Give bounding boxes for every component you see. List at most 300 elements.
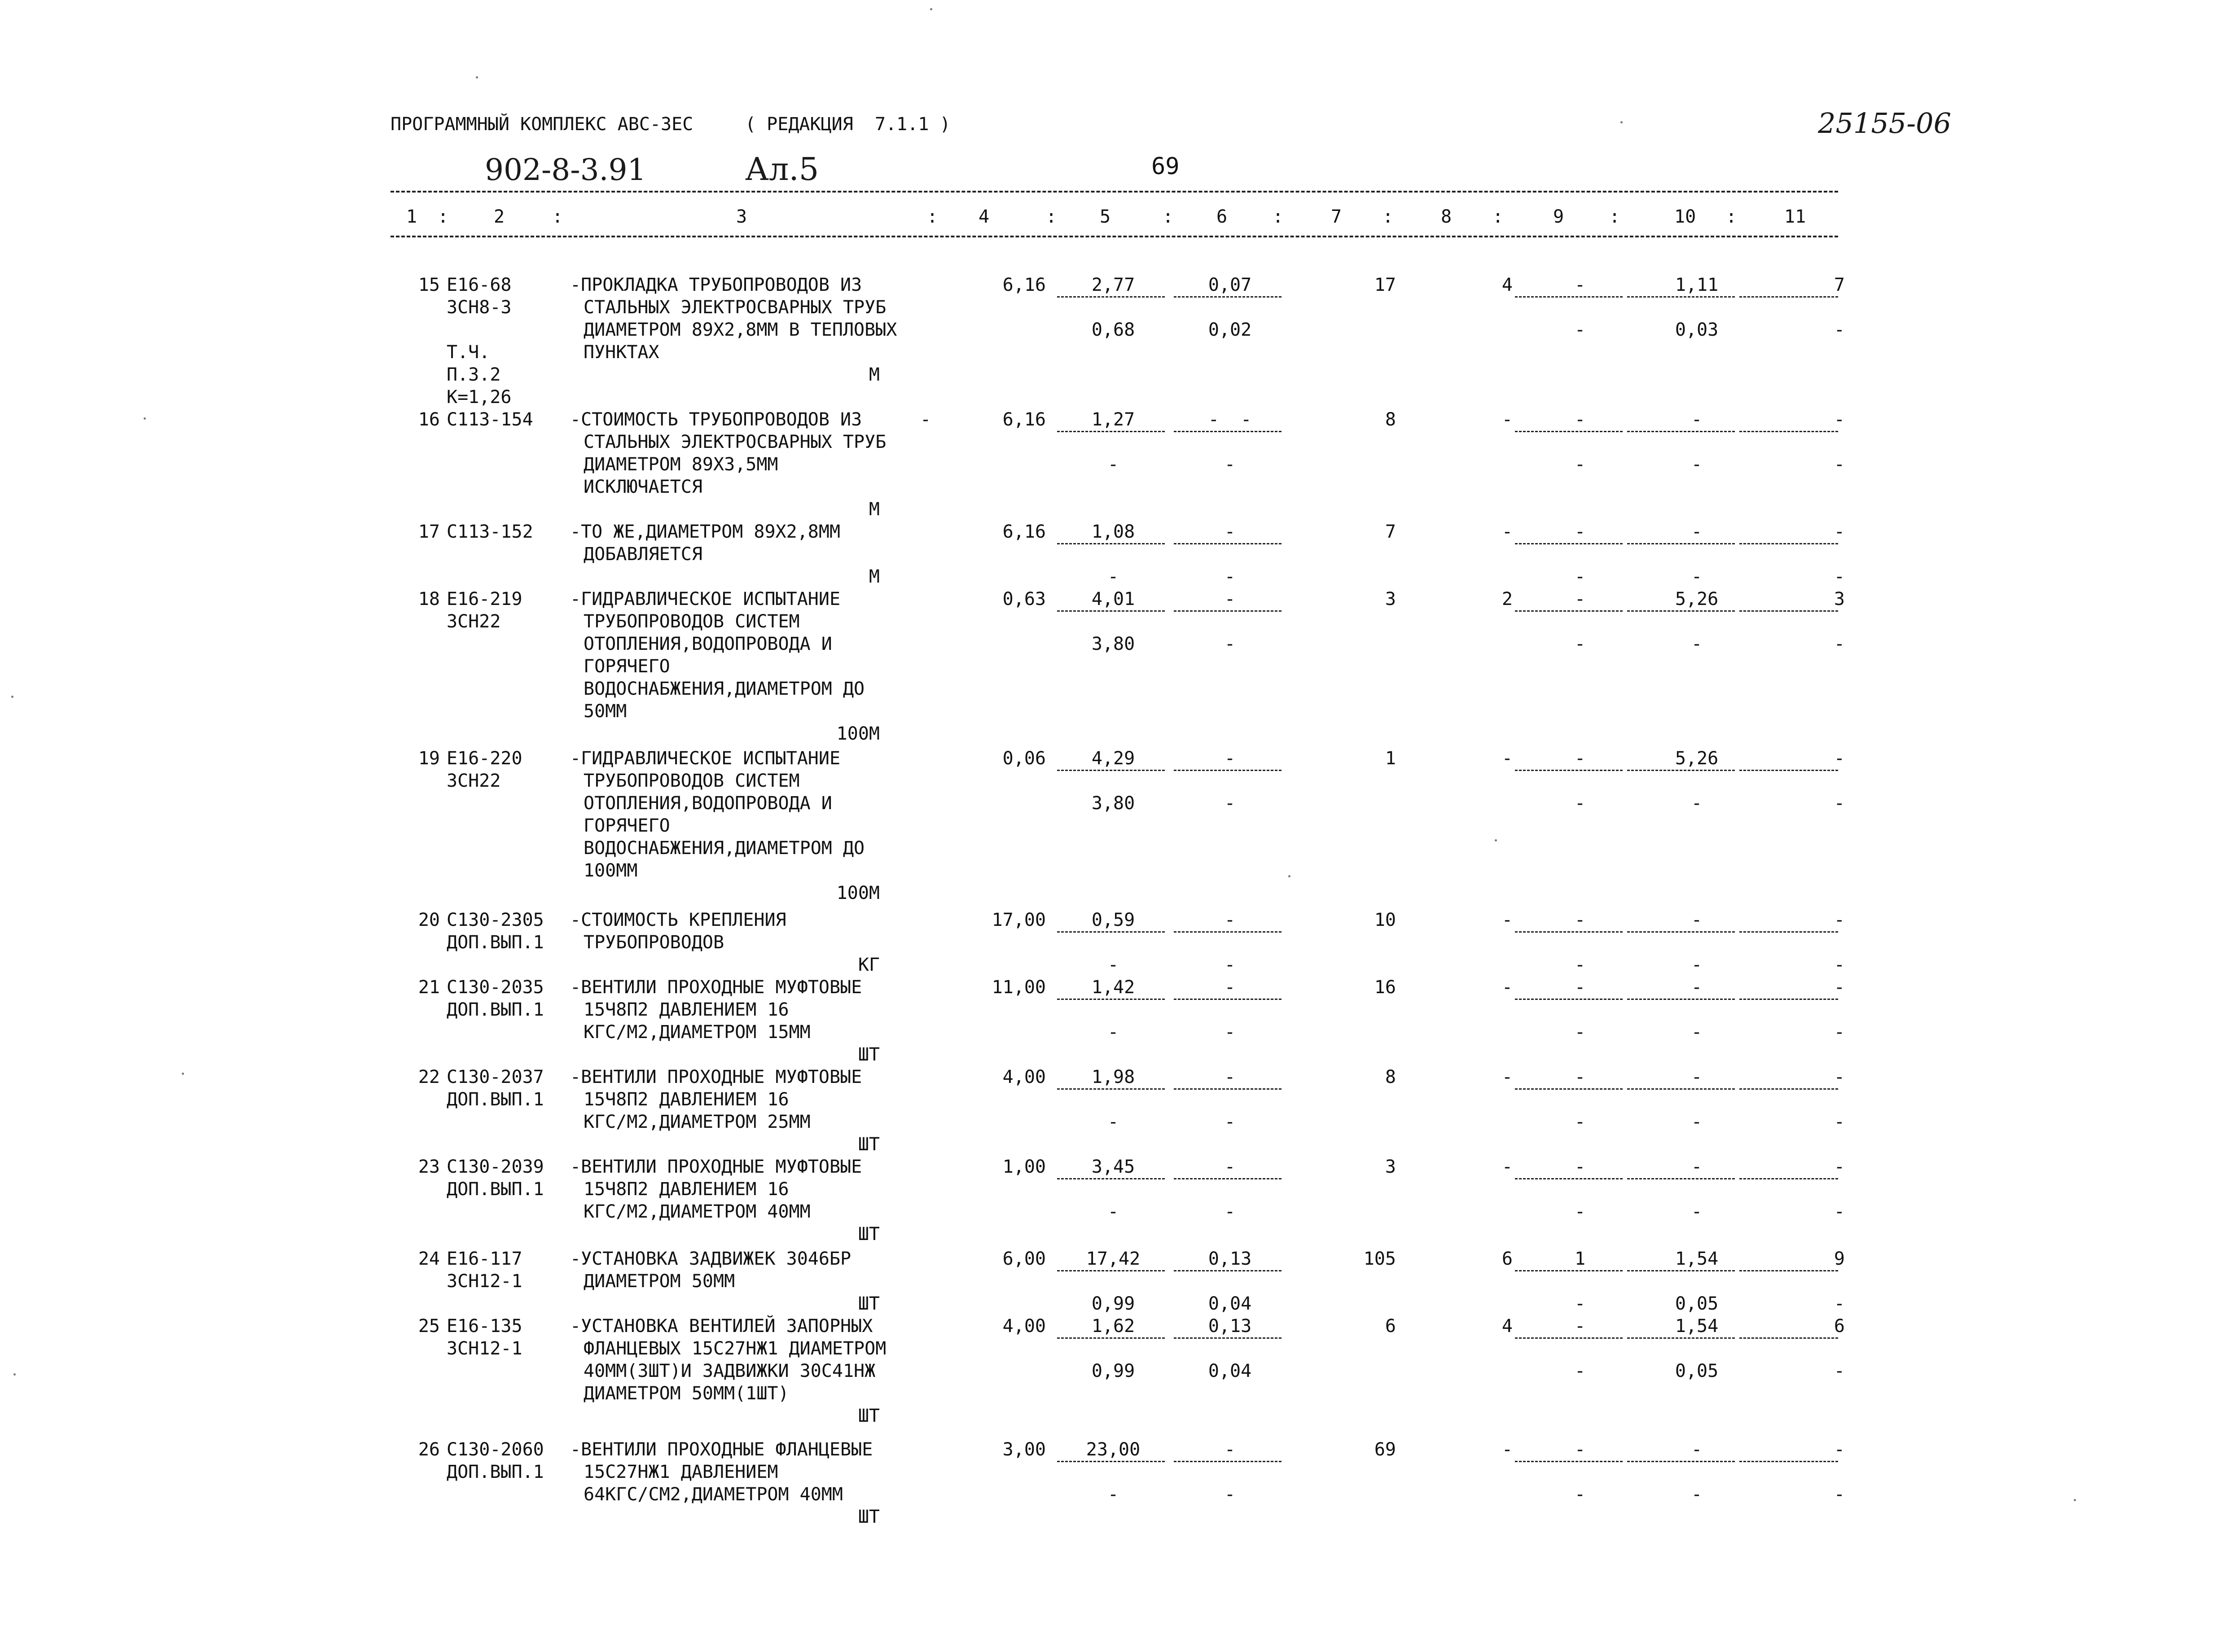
cell-col6-sub: 0,04 xyxy=(1208,1293,1252,1314)
cell-col6-sub: - xyxy=(1224,1112,1236,1132)
cell-col9-sub: - xyxy=(1574,566,1586,587)
column-separator: : xyxy=(1046,206,1057,227)
cell-col9: - xyxy=(1574,1439,1586,1460)
cell-col11: 3 xyxy=(1834,589,1845,609)
cell-divider xyxy=(1627,999,1735,1000)
cell-divider xyxy=(1739,296,1838,298)
cell-col6: - xyxy=(1224,1439,1236,1460)
cell-col5: 1,98 xyxy=(1091,1067,1135,1087)
cell-divider xyxy=(1627,1270,1735,1271)
row-description: ДОБАВЛЯЕТСЯ xyxy=(584,544,702,565)
cell-divider xyxy=(1627,431,1735,432)
row-description: ГОРЯЧЕГО xyxy=(584,815,670,836)
row-description: 64КГС/СМ2,ДИАМЕТРОМ 40ММ xyxy=(584,1484,843,1505)
row-description: -УСТАНОВКА ЗАДВИЖЕК 3046БР xyxy=(570,1249,851,1269)
row-description: -ТО ЖЕ,ДИАМЕТРОМ 89Х2,8ММ xyxy=(570,521,841,542)
cell-col5: 2,77 xyxy=(1091,275,1135,295)
project-number: 902-8-3.91 xyxy=(485,153,646,187)
row-number: 26 xyxy=(418,1439,440,1460)
row-description: -СТОИМОСТЬ КРЕПЛЕНИЯ xyxy=(570,910,786,930)
cell-col6-sub: - xyxy=(1224,955,1236,975)
cell-col10: 1,11 xyxy=(1675,275,1719,295)
cell-col9: - xyxy=(1574,589,1586,609)
cell-col4: 6,16 xyxy=(1002,275,1046,295)
cell-divider xyxy=(1627,770,1735,771)
cell-divider xyxy=(1057,770,1165,771)
cell-divider xyxy=(1739,931,1838,933)
column-header-3: 3 xyxy=(736,206,747,227)
row-code: С130-2035 xyxy=(447,977,544,998)
cell-col7: 8 xyxy=(1385,1067,1396,1087)
cell-divider xyxy=(1627,1178,1735,1179)
row-description: -ВЕНТИЛИ ПРОХОДНЫЕ МУФТОВЫЕ xyxy=(570,977,862,998)
cell-col8: - xyxy=(1501,1067,1513,1087)
cell-divider xyxy=(1057,543,1165,544)
cell-col5-sub: 0,99 xyxy=(1091,1361,1135,1381)
cell-col4: 4,00 xyxy=(1002,1316,1046,1336)
cell-col10-sub: - xyxy=(1691,1112,1703,1132)
cell-col10-sub: - xyxy=(1691,955,1703,975)
cell-divider xyxy=(1174,999,1282,1000)
cell-col6: - xyxy=(1224,748,1236,769)
cell-divider xyxy=(1174,1461,1282,1462)
cell-divider xyxy=(1627,296,1735,298)
cell-divider xyxy=(1515,1337,1623,1339)
cell-col10-sub: - xyxy=(1691,454,1703,475)
cell-divider xyxy=(1515,770,1623,771)
cell-col5: 1,27 xyxy=(1091,409,1135,430)
cell-col10: - xyxy=(1691,521,1703,542)
cell-col9-sub: - xyxy=(1574,1361,1586,1381)
cell-divider xyxy=(1174,610,1282,612)
row-code: 3СН12-1 xyxy=(447,1271,522,1292)
cell-divider xyxy=(1057,1088,1165,1090)
cell-divider xyxy=(1174,931,1282,933)
cell-col9-sub: - xyxy=(1574,634,1586,654)
column-separator: : xyxy=(1163,206,1174,227)
cell-col6-sub: 0,02 xyxy=(1208,320,1252,340)
scan-speck xyxy=(476,76,478,79)
cell-col5-sub: - xyxy=(1107,454,1119,475)
cell-divider xyxy=(1627,610,1735,612)
cell-divider xyxy=(1515,431,1623,432)
page-number: 69 xyxy=(1151,153,1180,180)
cell-col11-sub: - xyxy=(1834,1112,1845,1132)
row-description: -ВЕНТИЛИ ПРОХОДНЫЕ МУФТОВЫЕ xyxy=(570,1067,862,1087)
row-code: ДОП.ВЫП.1 xyxy=(447,1179,544,1200)
cell-divider xyxy=(1515,1178,1623,1179)
row-unit: ШТ xyxy=(858,1134,880,1155)
row-code: ДОП.ВЫП.1 xyxy=(447,932,544,953)
cell-divider xyxy=(1739,1337,1838,1339)
cell-col6-sub: - xyxy=(1224,634,1236,654)
cell-col6: 0,13 xyxy=(1208,1316,1252,1336)
column-separator: : xyxy=(1492,206,1504,227)
scan-speck xyxy=(1495,839,1497,841)
cell-divider xyxy=(1515,1088,1623,1090)
row-code: Е16-117 xyxy=(447,1249,522,1269)
row-description: 100ММ xyxy=(584,860,638,881)
cell-col6-sub: - xyxy=(1224,454,1236,475)
cell-col11-sub: - xyxy=(1834,1022,1845,1043)
row-code: 3СН8-3 xyxy=(447,297,512,318)
cell-col10-sub: - xyxy=(1691,1022,1703,1043)
cell-divider xyxy=(1739,1270,1838,1271)
cell-col5-sub: - xyxy=(1107,1112,1119,1132)
row-description: СТАЛЬНЫХ ЭЛЕКТРОСВАРНЫХ ТРУБ xyxy=(584,432,887,452)
cell-col5-sub: 0,99 xyxy=(1091,1293,1135,1314)
cell-col5: 3,45 xyxy=(1091,1157,1135,1177)
cell-col5-sub: - xyxy=(1107,1201,1119,1222)
row-code: Т.Ч. xyxy=(447,342,490,363)
cell-col8: - xyxy=(1501,748,1513,769)
row-description: -СТОИМОСТЬ ТРУБОПРОВОДОВ ИЗ xyxy=(570,409,862,430)
cell-col4: 1,00 xyxy=(1002,1157,1046,1177)
row-code: 3СН12-1 xyxy=(447,1338,522,1359)
cell-col7: 1 xyxy=(1385,748,1396,769)
scan-speck xyxy=(182,1073,184,1075)
cell-col11-sub: - xyxy=(1834,1361,1845,1381)
cell-divider xyxy=(1739,1461,1838,1462)
cell-col11: - xyxy=(1834,1067,1845,1087)
row-code: ДОП.ВЫП.1 xyxy=(447,1089,544,1110)
row-number: 16 xyxy=(418,409,440,430)
cell-col11-sub: - xyxy=(1834,320,1845,340)
cell-col11-sub: - xyxy=(1834,1293,1845,1314)
row-unit: М xyxy=(869,499,880,520)
cell-col10-sub: - xyxy=(1691,793,1703,814)
cell-col10: 1,54 xyxy=(1675,1249,1719,1269)
cell-col11: - xyxy=(1834,748,1845,769)
row-description: 15С27НЖ1 ДАВЛЕНИЕМ xyxy=(584,1462,778,1482)
row-unit: ШТ xyxy=(858,1406,880,1426)
cell-divider xyxy=(1057,296,1165,298)
cell-col11-sub: - xyxy=(1834,634,1845,654)
row-description: ФЛАНЦЕВЫХ 15С27НЖ1 ДИАМЕТРОМ xyxy=(584,1338,887,1359)
cell-col8: 6 xyxy=(1501,1249,1513,1269)
cell-divider xyxy=(1174,431,1282,432)
cell-divider xyxy=(1057,999,1165,1000)
cell-col4: 6,00 xyxy=(1002,1249,1046,1269)
row-description: ТРУБОПРОВОДОВ СИСТЕМ xyxy=(584,611,800,632)
cell-col11-sub: - xyxy=(1834,955,1845,975)
cell-col10: - xyxy=(1691,1157,1703,1177)
cell-col5: 1,08 xyxy=(1091,521,1135,542)
cell-col4: 17,00 xyxy=(992,910,1046,930)
cell-divider xyxy=(1515,1270,1623,1271)
cell-col7: 8 xyxy=(1385,409,1396,430)
cell-col11-sub: - xyxy=(1834,1201,1845,1222)
program-title: ПРОГРАММНЫЙ КОМПЛЕКС АВС-3ЕС xyxy=(391,114,693,135)
column-header-2: 2 xyxy=(494,206,505,227)
cell-col10: 5,26 xyxy=(1675,748,1719,769)
cell-divider xyxy=(1739,770,1838,771)
cell-col8: 2 xyxy=(1501,589,1513,609)
cell-divider xyxy=(1174,296,1282,298)
cell-col4: 6,16 xyxy=(1002,521,1046,542)
cell-col10-sub: - xyxy=(1691,1484,1703,1505)
row-description: ОТОПЛЕНИЯ,ВОДОПРОВОДА И xyxy=(584,634,832,654)
cell-divider xyxy=(1057,610,1165,612)
cell-col9: - xyxy=(1574,977,1586,998)
row-number: 18 xyxy=(418,589,440,609)
cell-col9-sub: - xyxy=(1574,1293,1586,1314)
cell-col6: - xyxy=(1224,1157,1236,1177)
row-number: 17 xyxy=(418,521,440,542)
cell-col8: - xyxy=(1501,521,1513,542)
row-number: 20 xyxy=(418,910,440,930)
row-unit: 100М xyxy=(836,723,880,744)
cell-divider xyxy=(1739,1178,1838,1179)
row-description: -УСТАНОВКА ВЕНТИЛЕЙ ЗАПОРНЫХ xyxy=(570,1316,873,1336)
column-header-10: 10 xyxy=(1674,206,1696,227)
row-description: ДИАМЕТРОМ 50ММ xyxy=(584,1271,735,1292)
column-separator: : xyxy=(927,206,938,227)
cell-col4: 0,63 xyxy=(1002,589,1046,609)
row-description: 15Ч8П2 ДАВЛЕНИЕМ 16 xyxy=(584,999,789,1020)
row-unit: ШТ xyxy=(858,1224,880,1244)
scan-speck xyxy=(11,696,13,698)
row-code: Е16-220 xyxy=(447,748,522,769)
cell-col10: - xyxy=(1691,1439,1703,1460)
cell-divider xyxy=(1174,770,1282,771)
cell-col10: - xyxy=(1691,910,1703,930)
column-header-7: 7 xyxy=(1331,206,1342,227)
row-description: 15Ч8П2 ДАВЛЕНИЕМ 16 xyxy=(584,1179,789,1200)
cell-col7: 69 xyxy=(1374,1439,1396,1460)
cell-col6-sub: - xyxy=(1224,566,1236,587)
cell-divider xyxy=(1174,1270,1282,1271)
cell-col6: 0,13 xyxy=(1208,1249,1252,1269)
cell-divider xyxy=(1627,931,1735,933)
scan-speck xyxy=(2074,1499,2076,1501)
cell-col5-sub: - xyxy=(1107,1484,1119,1505)
cell-col7: 10 xyxy=(1374,910,1396,930)
row-code: П.3.2 xyxy=(447,364,501,385)
cell-col11-sub: - xyxy=(1834,454,1845,475)
column-separator: : xyxy=(1383,206,1394,227)
row-code: 3СН22 xyxy=(447,771,501,791)
cell-col9-sub: - xyxy=(1574,793,1586,814)
cell-col6-sub: 0,04 xyxy=(1208,1361,1252,1381)
scan-speck xyxy=(13,1373,16,1376)
scan-speck xyxy=(144,417,146,420)
column-header-4: 4 xyxy=(979,206,990,227)
cell-col9: - xyxy=(1574,1157,1586,1177)
cell-divider xyxy=(1057,1337,1165,1339)
row-number: 21 xyxy=(418,977,440,998)
cell-col8: 4 xyxy=(1501,1316,1513,1336)
cell-col9: 1 xyxy=(1574,1249,1586,1269)
column-separator: : xyxy=(1609,206,1620,227)
column-header-8: 8 xyxy=(1441,206,1452,227)
cell-col7: 16 xyxy=(1374,977,1396,998)
cell-divider xyxy=(1057,931,1165,933)
row-code: Е16-219 xyxy=(447,589,522,609)
cell-divider xyxy=(1174,1088,1282,1090)
cell-col5: 23,00 xyxy=(1086,1439,1141,1460)
scan-speck xyxy=(1620,121,1623,123)
cell-col6-sub: - xyxy=(1224,1201,1236,1222)
cell-divider xyxy=(1174,543,1282,544)
row-description: ДИАМЕТРОМ 50ММ(1ШТ) xyxy=(584,1383,789,1404)
row-description: -ГИДРАВЛИЧЕСКОЕ ИСПЫТАНИЕ xyxy=(570,748,841,769)
row-description: СТАЛЬНЫХ ЭЛЕКТРОСВАРНЫХ ТРУБ xyxy=(584,297,887,318)
cell-divider xyxy=(1739,431,1838,432)
cell-col9: - xyxy=(1574,521,1586,542)
row-number: 15 xyxy=(418,275,440,295)
cell-col10-sub: 0,05 xyxy=(1675,1293,1719,1314)
row-description: -ВЕНТИЛИ ПРОХОДНЫЕ ФЛАНЦЕВЫЕ xyxy=(570,1439,873,1460)
row-description: ТРУБОПРОВОДОВ xyxy=(584,932,724,953)
row-description: КГС/М2,ДИАМЕТРОМ 40ММ xyxy=(584,1201,811,1222)
scan-speck xyxy=(930,8,932,10)
cell-col7: 6 xyxy=(1385,1316,1396,1336)
cell-col9: - xyxy=(1574,275,1586,295)
row-number: 24 xyxy=(418,1249,440,1269)
cell-col11-sub: - xyxy=(1834,566,1845,587)
column-header-1: 1 xyxy=(406,206,417,227)
cell-col9: - xyxy=(1574,748,1586,769)
row-description: -ПРОКЛАДКА ТРУБОПРОВОДОВ ИЗ xyxy=(570,275,862,295)
cell-col9-sub: - xyxy=(1574,1022,1586,1043)
cell-col10-sub: 0,03 xyxy=(1675,320,1719,340)
cell-col6: 0,07 xyxy=(1208,275,1252,295)
cell-col6-sub: - xyxy=(1224,1484,1236,1505)
cell-divider xyxy=(1174,1337,1282,1339)
cell-divider xyxy=(1627,543,1735,544)
cell-divider xyxy=(1739,543,1838,544)
cell-col11: 6 xyxy=(1834,1316,1845,1336)
cell-col5-sub: 3,80 xyxy=(1091,793,1135,814)
cell-col7: 3 xyxy=(1385,1157,1396,1177)
cell-col11: 7 xyxy=(1834,275,1845,295)
cell-divider xyxy=(1627,1337,1735,1339)
row-description: 50ММ xyxy=(584,701,627,722)
row-description: КГС/М2,ДИАМЕТРОМ 25ММ xyxy=(584,1112,811,1132)
cell-col10: 1,54 xyxy=(1675,1316,1719,1336)
cell-col10: - xyxy=(1691,977,1703,998)
row-code: С130-2037 xyxy=(447,1067,544,1087)
cell-col8: - xyxy=(1501,977,1513,998)
row-description: -ГИДРАВЛИЧЕСКОЕ ИСПЫТАНИЕ xyxy=(570,589,841,609)
cell-divider xyxy=(1515,610,1623,612)
cell-col9-sub: - xyxy=(1574,320,1586,340)
cell-col7: 17 xyxy=(1374,275,1396,295)
header-rule-top xyxy=(391,191,1838,193)
row-unit: ШТ xyxy=(858,1044,880,1065)
cell-col7: 105 xyxy=(1363,1249,1396,1269)
row-description: ГОРЯЧЕГО xyxy=(584,656,670,677)
cell-col9-sub: - xyxy=(1574,1484,1586,1505)
cell-col9-sub: - xyxy=(1574,454,1586,475)
cell-col5-sub: - xyxy=(1107,566,1119,587)
cell-col10-sub: - xyxy=(1691,634,1703,654)
cell-col9: - xyxy=(1574,910,1586,930)
cell-col10: 5,26 xyxy=(1675,589,1719,609)
row-number: 19 xyxy=(418,748,440,769)
cell-divider xyxy=(1739,1088,1838,1090)
archive-stamp: 25155-06 xyxy=(1818,107,1952,140)
row-description: ОТОПЛЕНИЯ,ВОДОПРОВОДА И xyxy=(584,793,832,814)
edition-label: ( РЕДАКЦИЯ 7.1.1 ) xyxy=(745,114,951,135)
row-code: С130-2305 xyxy=(447,910,544,930)
row-unit: КГ xyxy=(858,955,880,975)
cell-col4: 6,16 xyxy=(1002,409,1046,430)
cell-divider xyxy=(1515,931,1623,933)
cell-col6-sub: - xyxy=(1224,793,1236,814)
cell-col5: 17,42 xyxy=(1086,1249,1141,1269)
cell-col6: - xyxy=(1224,1067,1236,1087)
row-description: ДИАМЕТРОМ 89Х3,5ММ xyxy=(584,454,778,475)
row-code: ДОП.ВЫП.1 xyxy=(447,1462,544,1482)
cell-col6: - - xyxy=(1208,409,1252,430)
cell-divider xyxy=(1057,431,1165,432)
row-unit: ШТ xyxy=(858,1507,880,1527)
cell-divider xyxy=(1515,1461,1623,1462)
cell-col9-sub: - xyxy=(1574,955,1586,975)
row-description: ВОДОСНАБЖЕНИЯ,ДИАМЕТРОМ ДО xyxy=(584,679,865,699)
cell-col4: 4,00 xyxy=(1002,1067,1046,1087)
cell-col7: 7 xyxy=(1385,521,1396,542)
cell-divider xyxy=(1057,1270,1165,1271)
row-description: ТРУБОПРОВОДОВ СИСТЕМ xyxy=(584,771,800,791)
cell-col9: - xyxy=(1574,1067,1586,1087)
column-header-11: 11 xyxy=(1784,206,1806,227)
cell-col6-sub: - xyxy=(1224,1022,1236,1043)
cell-col9: - xyxy=(1574,409,1586,430)
cell-col6: - xyxy=(1224,977,1236,998)
cell-col8: - xyxy=(1501,409,1513,430)
column-separator: : xyxy=(1273,206,1284,227)
cell-col11: - xyxy=(1834,409,1845,430)
row-number: 22 xyxy=(418,1067,440,1087)
row-code: С113-154 xyxy=(447,409,533,430)
cell-col11: - xyxy=(1834,1157,1845,1177)
column-header-9: 9 xyxy=(1553,206,1564,227)
cell-divider xyxy=(1739,610,1838,612)
row-description: -ВЕНТИЛИ ПРОХОДНЫЕ МУФТОВЫЕ xyxy=(570,1157,862,1177)
cell-col10-sub: 0,05 xyxy=(1675,1361,1719,1381)
cell-col11: 9 xyxy=(1834,1249,1845,1269)
cell-divider xyxy=(1174,1178,1282,1179)
cell-col11-sub: - xyxy=(1834,1484,1845,1505)
cell-col7: 3 xyxy=(1385,589,1396,609)
row-number: 25 xyxy=(418,1316,440,1336)
row-unit: 100М xyxy=(836,883,880,903)
cell-col6: - xyxy=(1224,910,1236,930)
sheet-label: Ал.5 xyxy=(745,151,819,188)
cell-col8: - xyxy=(1501,910,1513,930)
column-separator: : xyxy=(552,206,563,227)
cell-col6: - xyxy=(1224,589,1236,609)
cell-col11: - xyxy=(1834,910,1845,930)
cell-col5: 4,29 xyxy=(1091,748,1135,769)
cell-col10-sub: - xyxy=(1691,566,1703,587)
cell-divider xyxy=(1739,999,1838,1000)
cell-col5: 0,59 xyxy=(1091,910,1135,930)
row-prefix-dash: - xyxy=(920,409,931,430)
cell-col5: 4,01 xyxy=(1091,589,1135,609)
row-description: ПУНКТАХ xyxy=(584,342,659,363)
row-description: ДИАМЕТРОМ 89Х2,8ММ В ТЕПЛОВЫХ xyxy=(584,320,897,340)
cell-divider xyxy=(1515,999,1623,1000)
row-code: К=1,26 xyxy=(447,387,512,408)
cell-col9-sub: - xyxy=(1574,1201,1586,1222)
cell-col5-sub: 0,68 xyxy=(1091,320,1135,340)
row-description: ВОДОСНАБЖЕНИЯ,ДИАМЕТРОМ ДО xyxy=(584,838,865,859)
cell-col5-sub: 3,80 xyxy=(1091,634,1135,654)
